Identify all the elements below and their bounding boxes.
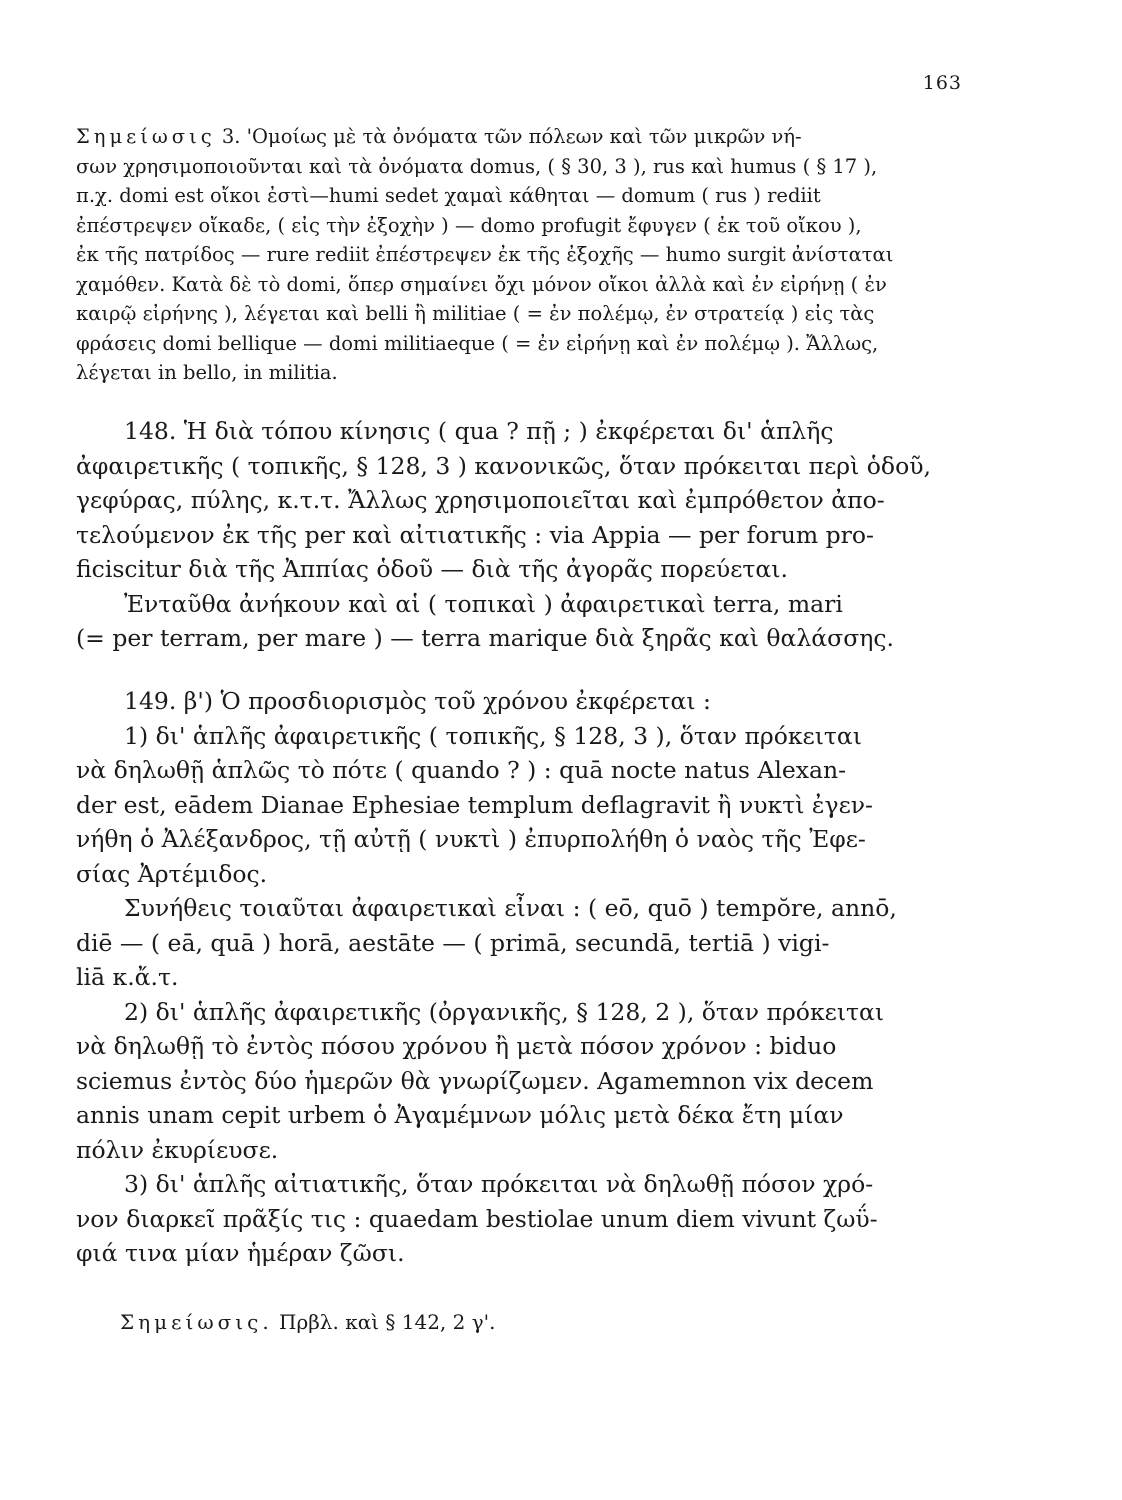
- body-line: 1) δι' ἁπλῆς ἀφαιρετικῆς ( τοπικῆς, § 128, 3 ), ὅταν πρόκειται: [124, 721, 863, 750]
- body-line: Ἐνταῦθα ἀνήκουν καὶ αἱ ( τοπικαὶ ) ἀφαιρετικαὶ terra, mari: [124, 589, 843, 618]
- body-line: νήθη ὁ Ἀλέξανδρος, τῇ αὐτῇ ( νυκτὶ ) ἐπυρπολήθη ὁ ναὸς τῆς Ἐφε-: [76, 825, 866, 853]
- footnote-text: Πρβλ. καὶ § 142, 2 γ'.: [279, 1310, 496, 1334]
- note-line: καιρῷ εἰρήνης ), λέγεται καὶ belli ἢ militiae ( = ἐν πολέμῳ, ἐν στρατείᾳ ) εἰς τὰς: [76, 302, 875, 325]
- note-line: Σημείωσις 3. 'Ομοίως μὲ τὰ ὀνόματα τῶν πόλεων καὶ τῶν μικρῶν νή-: [76, 125, 802, 148]
- note-line: ἐκ τῆς πατρίδος — rure rediit ἐπέστρεψεν ἐκ τῆς ἐξοχῆς — humo surgit ἀνίσταται: [76, 243, 894, 266]
- note-line: χαμόθεν. Κατὰ δὲ τὸ domi, ὅπερ σημαίνει ὄχι μόνον οἴκοι ἀλλὰ καὶ ἐν εἰρήνῃ ( ἐν: [76, 272, 887, 296]
- body-line: der est, eādem Dianae Ephesiae templum deflagravit ἢ νυκτὶ ἐγεν-: [76, 790, 873, 819]
- body-line: νον διαρκεῖ πρᾶξίς τις : quaedam bestiolae unum diem vivunt ζωΰ-: [76, 1204, 878, 1233]
- section-148: [76, 414, 962, 656]
- body-line: annis unam cepit urbem ὁ Ἀγαμέμνων μόλις μετὰ δέκα ἔτη μίαν: [76, 1101, 844, 1129]
- footnote-label: Σημείωσις.: [120, 1310, 273, 1334]
- body-line: τελούμενον ἐκ τῆς per καὶ αἰτιατικῆς : via Appia — per forum pro-: [76, 520, 874, 549]
- body-line: 3) δι' ἁπλῆς αἰτιατικῆς, ὅταν πρόκειται νὰ δηλωθῇ πόσον χρό-: [124, 1170, 874, 1198]
- section-149: [76, 684, 962, 1271]
- page-number: 163: [922, 72, 962, 94]
- body-line: diē — ( eā, quā ) horā, aestāte — ( primā, secundā, tertiā ) vigi-: [76, 928, 830, 957]
- note-line: φράσεις domi bellique — domi militiaeque ( = ἐν εἰρήνῃ καὶ ἐν πολέμῳ ). Ἄλλως,: [76, 331, 879, 355]
- body-line: ἀφαιρετικῆς ( τοπικῆς, § 128, 3 ) κανονικῶς, ὅταν πρόκειται περὶ ὁδοῦ,: [76, 451, 931, 480]
- body-line: πόλιν ἐκυρίευσε.: [76, 1135, 279, 1164]
- body-line: liā κ.ἄ.τ.: [76, 963, 179, 991]
- section-heading-line: 149. β') Ὁ προσδιορισμὸς τοῦ χρόνου ἐκφέρεται :: [124, 687, 711, 715]
- section-heading-line: 148. Ἡ διὰ τόπου κίνησις ( qua ? πῇ ; ) ἐκφέρεται δι' ἁπλῆς: [124, 417, 834, 445]
- note-line: λέγεται in bello, in militia.: [76, 361, 338, 384]
- body-line: 2) δι' ἁπλῆς ἀφαιρετικῆς (ὀργανικῆς, § 128, 2 ), ὅταν πρόκειται: [124, 997, 885, 1026]
- body-line: γεφύρας, πύλης, κ.τ.τ. Ἄλλως χρησιμοποιεῖται καὶ ἐμπρόθετον ἀπο-: [76, 486, 885, 514]
- note-line: σων χρησιμοποιοῦνται καὶ τὰ ὀνόματα domus, ( § 30, 3 ), rus καὶ humus ( § 17 ),: [76, 154, 878, 178]
- note-line: π.χ. domi est οἴκοι ἐστὶ—humi sedet χαμαὶ κάθηται — domum ( rus ) rediit: [76, 184, 821, 207]
- body-line: νὰ δηλωθῇ ἁπλῶς τὸ πότε ( quando ? ) : quā nocte natus Alexan-: [76, 756, 847, 784]
- body-line: sciemus ἐντὸς δύο ἡμερῶν θὰ γνωρίζωμεν. Agamemnon vix decem: [76, 1066, 874, 1095]
- footnote: [120, 1310, 496, 1334]
- note-line: ἐπέστρεψεν οἴκαδε, ( εἰς τὴν ἐξοχὴν ) — domo profugit ἔφυγεν ( ἐκ τοῦ οἴκου ),: [76, 213, 862, 237]
- body-line: ficiscitur διὰ τῆς Ἀππίας ὁδοῦ — διὰ τῆς ἀγορᾶς πορεύεται.: [76, 555, 788, 583]
- note-label: Σημείωσις: [76, 125, 216, 148]
- body-line: Συνήθεις τοιαῦται ἀφαιρετικαὶ εἶναι : ( eō, quō ) tempŏre, annō,: [124, 894, 897, 922]
- body-line: σίας Ἀρτέμιδος.: [76, 859, 268, 888]
- note-paragraph: [76, 122, 962, 388]
- body-line: (= per terram, per mare ) — terra marique διὰ ξηρᾶς καὶ θαλάσσης.: [76, 624, 894, 652]
- body-line: φιά τινα μίαν ἡμέραν ζῶσι.: [76, 1239, 405, 1267]
- body-line: νὰ δηλωθῇ τὸ ἐντὸς πόσου χρόνου ἢ μετὰ πόσον χρόνον : biduo: [76, 1032, 837, 1060]
